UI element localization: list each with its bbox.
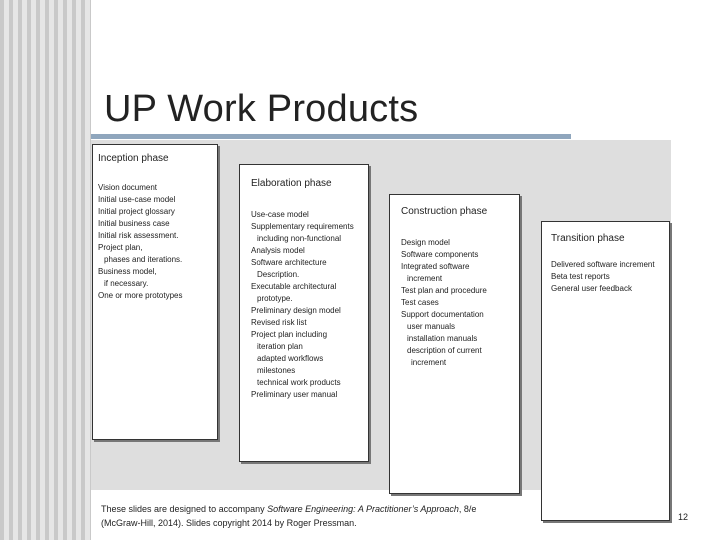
- list-item: Vision document: [98, 183, 157, 192]
- list-item: description of current: [407, 346, 482, 355]
- list-item: Initial risk assessment.: [98, 231, 179, 240]
- footer-prefix: These slides are designed to accompany: [101, 504, 268, 514]
- construction-phase-title: Construction phase: [401, 206, 488, 217]
- list-item: Use-case model: [251, 210, 309, 219]
- list-item: if necessary.: [104, 279, 149, 288]
- page-number: 12: [678, 512, 689, 522]
- list-item: increment: [411, 358, 447, 367]
- transition-phase-title: Transition phase: [551, 233, 625, 244]
- list-item: Test cases: [401, 298, 439, 307]
- construction-work-products: [401, 237, 514, 369]
- list-item: Description.: [257, 270, 300, 279]
- transition-work-products: [551, 259, 665, 295]
- footer-line-1: [101, 502, 561, 516]
- inception-phase-box: [92, 144, 218, 440]
- inception-phase-title: Inception phase: [98, 153, 169, 164]
- list-item: Beta test reports: [551, 272, 610, 281]
- list-item: installation manuals: [407, 334, 478, 343]
- list-item: phases and iterations.: [104, 255, 183, 264]
- list-item: Project plan including: [251, 330, 328, 339]
- copyright-footer: [101, 502, 561, 530]
- list-item: Support documentation: [401, 310, 484, 319]
- book-title: Software Engineering: A Practitioner’s Approach: [267, 504, 459, 514]
- list-item: Test plan and procedure: [401, 286, 487, 295]
- left-stripe-decoration: [0, 0, 91, 540]
- list-item: Revised risk list: [251, 318, 307, 327]
- list-item: iteration plan: [257, 342, 303, 351]
- list-item: Integrated software: [401, 262, 470, 271]
- list-item: increment: [407, 274, 443, 283]
- list-item: prototype.: [257, 294, 293, 303]
- elaboration-phase-title: Elaboration phase: [251, 178, 332, 189]
- slide-title: UP Work Products: [104, 88, 419, 130]
- list-item: adapted workflows: [257, 354, 324, 363]
- elaboration-phase-box: [239, 164, 369, 462]
- list-item: Initial business case: [98, 219, 170, 228]
- list-item: Software architecture: [251, 258, 327, 267]
- list-item: Software components: [401, 250, 479, 259]
- list-item: Preliminary user manual: [251, 390, 338, 399]
- list-item: milestones: [257, 366, 296, 375]
- title-underline: [91, 134, 571, 139]
- list-item: Supplementary requirements: [251, 222, 354, 231]
- list-item: General user feedback: [551, 284, 632, 293]
- list-item: Preliminary design model: [251, 306, 341, 315]
- footer-line-2: (McGraw-Hill, 2014). Slides copyright 2014 by Roger Pressman.: [101, 518, 357, 528]
- list-item: including non-functional: [257, 234, 342, 243]
- list-item: technical work products: [257, 378, 341, 387]
- transition-phase-box: [541, 221, 670, 521]
- list-item: Design model: [401, 238, 450, 247]
- list-item: Executable architectural: [251, 282, 337, 291]
- list-item: user manuals: [407, 322, 456, 331]
- list-item: One or more prototypes: [98, 291, 183, 300]
- list-item: Initial use-case model: [98, 195, 176, 204]
- list-item: Analysis model: [251, 246, 305, 255]
- footer-edition: , 8/e: [458, 504, 477, 514]
- list-item: Business model,: [98, 267, 157, 276]
- inception-work-products: [98, 182, 212, 302]
- elaboration-work-products: [251, 209, 363, 401]
- list-item: Initial project glossary: [98, 207, 175, 216]
- construction-phase-box: [389, 194, 520, 494]
- list-item: Project plan,: [98, 243, 143, 252]
- list-item: Delivered software increment: [551, 260, 655, 269]
